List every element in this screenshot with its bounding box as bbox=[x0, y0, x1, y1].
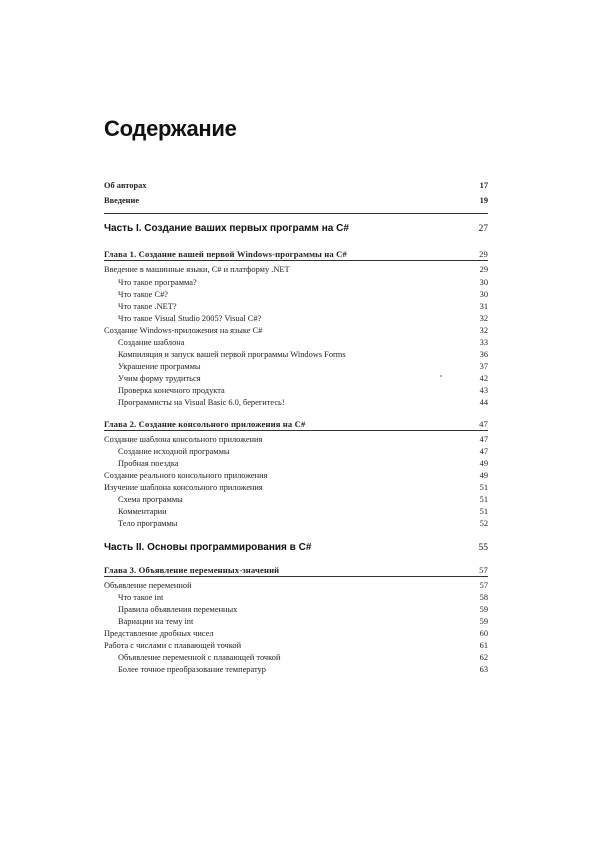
toc-entry bbox=[104, 196, 488, 205]
toc-entry bbox=[104, 641, 488, 650]
toc-entry bbox=[104, 629, 488, 638]
chapter-page: 47 bbox=[479, 419, 488, 429]
toc-entry bbox=[118, 519, 488, 528]
toc-entry bbox=[118, 665, 488, 674]
toc-entry bbox=[118, 459, 488, 468]
scan-speck bbox=[440, 375, 442, 377]
toc-entry bbox=[104, 471, 488, 480]
entry-text: Тело программы bbox=[118, 519, 178, 528]
entry-page: 30 bbox=[479, 278, 488, 287]
toc-entry bbox=[104, 435, 488, 444]
entry-text: Программисты на Visual Basic 6.0, берегитесь! bbox=[118, 398, 285, 407]
entry-page: 32 bbox=[479, 326, 488, 335]
entry-text: Введение bbox=[104, 196, 140, 205]
entry-text: Что такое Visual Studio 2005? Visual C#? bbox=[118, 314, 262, 323]
toc-entry bbox=[104, 265, 488, 274]
entry-text: Работа с числами с плавающей точкой bbox=[104, 641, 242, 650]
chapter-text: Глава 1. Создание вашей первой Windows-программы на C# bbox=[104, 249, 347, 259]
toc-entry bbox=[118, 398, 488, 407]
entry-page: 29 bbox=[479, 265, 488, 274]
entry-page: 36 bbox=[479, 350, 488, 359]
entry-page: 51 bbox=[479, 507, 488, 516]
entry-page: 32 bbox=[479, 314, 488, 323]
toc-chapter bbox=[104, 249, 488, 259]
entry-page: 51 bbox=[479, 483, 488, 492]
entry-page: 44 bbox=[479, 398, 488, 407]
entry-text: Представление дробных чисел bbox=[104, 629, 214, 638]
entry-text: Создание шаблона bbox=[118, 338, 185, 347]
entry-text: Что такое .NET? bbox=[118, 302, 177, 311]
toc-entry bbox=[118, 278, 488, 287]
toc-entry bbox=[118, 362, 488, 371]
entry-page: 62 bbox=[479, 653, 488, 662]
entry-page: 59 bbox=[479, 617, 488, 626]
divider bbox=[104, 576, 488, 577]
entry-text: Об авторах bbox=[104, 181, 147, 190]
entry-text: Создание реального консольного приложения bbox=[104, 471, 268, 480]
entry-page: 60 bbox=[479, 629, 488, 638]
entry-text: Схема программы bbox=[118, 495, 183, 504]
entry-page: 30 bbox=[479, 290, 488, 299]
chapter-text: Глава 2. Создание консольного приложения на C# bbox=[104, 419, 306, 429]
entry-page: 61 bbox=[479, 641, 488, 650]
part-page: 55 bbox=[478, 543, 488, 553]
entry-text: Создание исходной программы bbox=[118, 447, 230, 456]
divider bbox=[104, 430, 488, 431]
entry-text: Что такое C#? bbox=[118, 290, 168, 299]
toc-entry bbox=[104, 483, 488, 492]
entry-text: Правила объявления переменных bbox=[118, 605, 238, 614]
entry-text: Более точное преобразование температур bbox=[118, 665, 266, 674]
entry-text: Объявление переменной bbox=[104, 581, 192, 590]
entry-text: Украшение программы bbox=[118, 362, 201, 371]
toc-entry bbox=[118, 302, 488, 311]
entry-page: 19 bbox=[479, 196, 488, 205]
entry-text: Что такое программа? bbox=[118, 278, 197, 287]
toc-entry bbox=[118, 290, 488, 299]
toc-entry bbox=[104, 181, 488, 190]
toc-entry bbox=[118, 386, 488, 395]
entry-page: 59 bbox=[479, 605, 488, 614]
entry-page: 33 bbox=[479, 338, 488, 347]
toc-entry bbox=[118, 314, 488, 323]
entry-page: 43 bbox=[479, 386, 488, 395]
chapter-page: 57 bbox=[479, 565, 488, 575]
toc-entry bbox=[118, 350, 488, 359]
chapter-text: Глава 3. Объявление переменных-значений bbox=[104, 565, 280, 575]
entry-page: 37 bbox=[479, 362, 488, 371]
toc-chapter bbox=[104, 565, 488, 575]
entry-text: Проверка конечного продукта bbox=[118, 386, 225, 395]
toc-entry bbox=[118, 593, 488, 602]
toc-entry bbox=[118, 617, 488, 626]
part-text: Часть II. Основы программирования в C# bbox=[104, 542, 312, 553]
entry-page: 42 bbox=[479, 374, 488, 383]
entry-text: Вариации на тему int bbox=[118, 617, 194, 626]
part-page: 27 bbox=[478, 224, 488, 234]
entry-page: 57 bbox=[479, 581, 488, 590]
toc-chapter bbox=[104, 419, 488, 429]
entry-text: Создание шаблона консольного приложения bbox=[104, 435, 263, 444]
toc-entry bbox=[118, 605, 488, 614]
divider bbox=[104, 260, 488, 261]
toc-entry bbox=[118, 447, 488, 456]
entry-page: 17 bbox=[479, 181, 488, 190]
entry-text: Создание Windows-приложения на языке C# bbox=[104, 326, 263, 335]
entry-page: 47 bbox=[479, 435, 488, 444]
toc-entry bbox=[118, 653, 488, 662]
page-title: Содержание bbox=[104, 116, 237, 141]
chapter-page: 29 bbox=[479, 249, 488, 259]
toc-entry bbox=[104, 581, 488, 590]
toc-entry bbox=[104, 326, 488, 335]
entry-page: 52 bbox=[479, 519, 488, 528]
toc-part bbox=[104, 542, 488, 553]
entry-text: Комментарии bbox=[118, 507, 167, 516]
part-text: Часть I. Создание ваших первых программ на C# bbox=[104, 223, 349, 234]
entry-page: 49 bbox=[479, 459, 488, 468]
entry-text: Компиляция и запуск вашей первой программы Windows Forms bbox=[118, 350, 346, 359]
toc-entry bbox=[118, 507, 488, 516]
entry-text: Пробная поездка bbox=[118, 459, 179, 468]
toc-part bbox=[104, 223, 488, 234]
entry-page: 47 bbox=[479, 447, 488, 456]
entry-page: 31 bbox=[479, 302, 488, 311]
entry-page: 63 bbox=[479, 665, 488, 674]
toc-entry bbox=[118, 495, 488, 504]
entry-page: 51 bbox=[479, 495, 488, 504]
toc-entry bbox=[118, 338, 488, 347]
entry-page: 49 bbox=[479, 471, 488, 480]
divider bbox=[104, 213, 488, 214]
entry-text: Введение в машинные языки, C# и платформу .NET bbox=[104, 265, 290, 274]
entry-text: Изучение шаблона консольного приложения bbox=[104, 483, 263, 492]
toc-entry bbox=[118, 374, 488, 383]
entry-page: 58 bbox=[479, 593, 488, 602]
entry-text: Что такое int bbox=[118, 593, 164, 602]
entry-text: Учим форму трудиться bbox=[118, 374, 201, 383]
entry-text: Объявление переменной с плавающей точкой bbox=[118, 653, 281, 662]
